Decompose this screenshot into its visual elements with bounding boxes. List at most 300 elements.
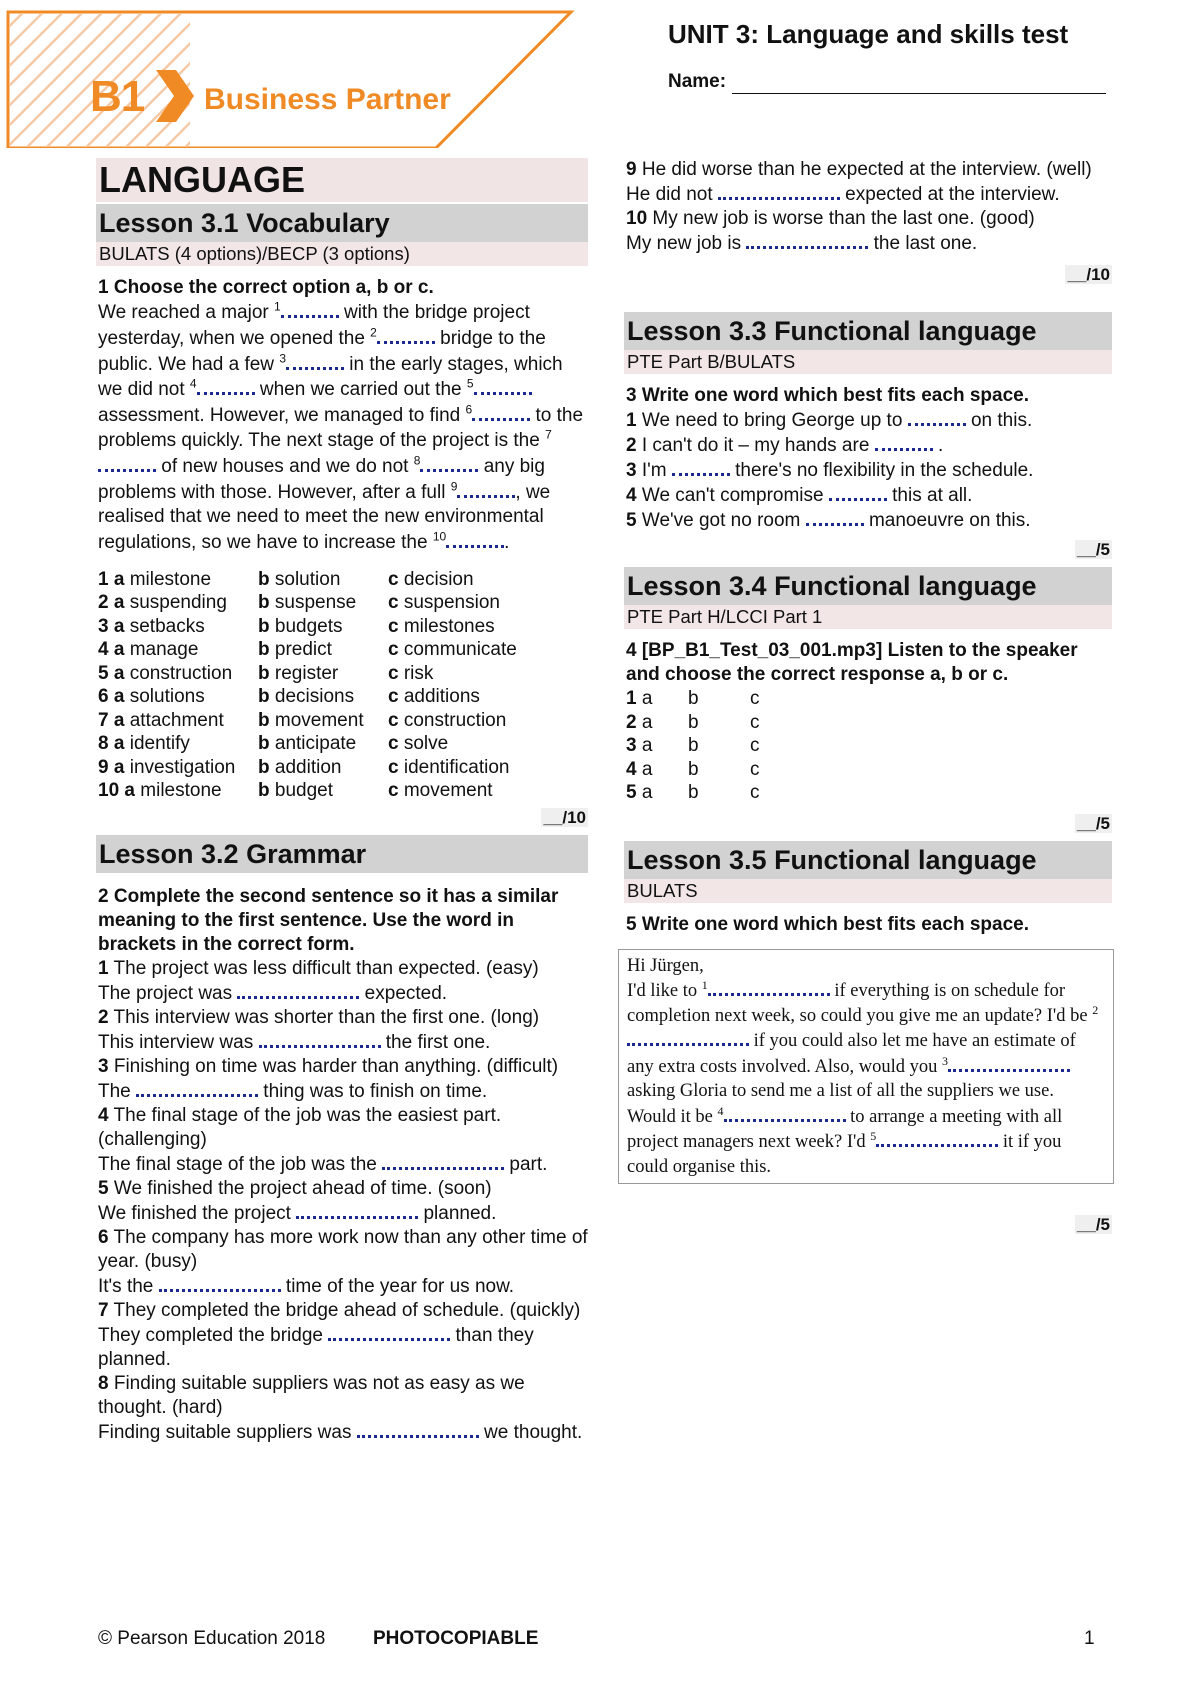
- email-greeting: Hi Jürgen,: [627, 955, 704, 976]
- item-number: 4: [626, 485, 637, 506]
- answer-row: [626, 687, 812, 711]
- answer-prefix: It's the: [98, 1275, 159, 1297]
- answer-suffix: expected at the interview.: [839, 184, 1060, 205]
- grammar-item: [98, 1299, 588, 1372]
- option-b[interactable]: [258, 568, 388, 592]
- option-letter: b: [258, 756, 270, 778]
- grammar-answer-line: [98, 1201, 588, 1226]
- fl-gap[interactable]: [829, 483, 887, 501]
- option-letter: b: [258, 686, 270, 708]
- item-number: 10: [626, 208, 648, 229]
- grammar-item: [626, 207, 1112, 256]
- fl-gap[interactable]: [672, 458, 730, 476]
- option-text: decisions: [274, 686, 355, 708]
- question-text: My new job is worse than the last one. (good): [652, 208, 1035, 229]
- grammar-item: [98, 1104, 588, 1177]
- grammar-gap[interactable]: [296, 1201, 418, 1219]
- lesson-3-4-instruction: 4 [BP_B1_Test_03_001.mp3] Listen to the speaker and choose the correct response a, b or c.: [626, 640, 1078, 685]
- item-number: 7: [98, 1299, 109, 1321]
- answer-suffix: planned.: [418, 1202, 497, 1224]
- gap-3-5-4[interactable]: [724, 1104, 846, 1122]
- option-letter: a: [124, 780, 135, 802]
- option-a[interactable]: [98, 662, 258, 686]
- lesson-3-3-instruction: 3 Write one word which best fits each space.: [626, 385, 1029, 406]
- lesson-3-3-title: Lesson 3.3 Functional language: [624, 312, 1112, 350]
- question-text: This interview was shorter than the first one. (long): [113, 1006, 540, 1028]
- option-text: setbacks: [129, 615, 205, 637]
- item-number: 2: [98, 1006, 109, 1028]
- option-text: anticipate: [274, 733, 357, 755]
- option-b[interactable]: [258, 638, 388, 662]
- item-number: 3: [626, 460, 637, 481]
- item-number: 9: [626, 159, 637, 180]
- answer-prefix: The project was: [98, 982, 238, 1004]
- option-letter: b: [258, 662, 270, 684]
- lesson-3-5-title: Lesson 3.5 Functional language: [624, 841, 1112, 879]
- answer-row: [626, 781, 812, 805]
- gap-3-5-2[interactable]: [627, 1028, 749, 1046]
- fl-gap[interactable]: [875, 433, 933, 451]
- score-3-4: __/5: [1076, 813, 1110, 833]
- option-text: additions: [403, 686, 480, 708]
- grammar-gap[interactable]: [718, 182, 840, 200]
- option-text: solve: [403, 733, 449, 755]
- answer-suffix: thing was to finish on time.: [258, 1080, 488, 1102]
- option-letter: b: [258, 780, 270, 802]
- lesson-3-3-subtitle: PTE Part B/BULATS: [624, 350, 1112, 374]
- grammar-items-right: [626, 158, 1112, 256]
- option-text: construction: [403, 709, 507, 731]
- answer-row: [626, 734, 812, 758]
- lesson-3-4-subtitle: PTE Part H/LCCI Part 1: [624, 605, 1112, 629]
- question-text: They completed the bridge ahead of schedule. (quickly): [113, 1299, 581, 1321]
- option-number: 10: [98, 780, 120, 802]
- option-row: [98, 591, 517, 615]
- option-text: communicate: [403, 639, 517, 661]
- answer-suffix: we thought.: [478, 1421, 583, 1443]
- answer-row: [626, 711, 812, 735]
- answer-c[interactable]: c: [750, 688, 760, 709]
- item-number: 1: [626, 410, 637, 431]
- grammar-item: [98, 1055, 588, 1104]
- option-text: attachment: [129, 709, 224, 731]
- item-number: 5: [98, 1177, 109, 1199]
- option-letter: c: [388, 756, 399, 778]
- grammar-question: [98, 1055, 588, 1079]
- option-text: solution: [274, 568, 341, 590]
- option-text: movement: [274, 709, 364, 731]
- answer-prefix: My new job is: [626, 233, 747, 254]
- option-text: milestone: [140, 780, 222, 802]
- grammar-items-left: [98, 957, 588, 1445]
- left-column: [98, 158, 588, 1445]
- option-number: 1: [98, 568, 109, 590]
- option-row: [98, 732, 517, 756]
- option-number: 8: [98, 733, 109, 755]
- gap-3-5-3[interactable]: [948, 1054, 1070, 1072]
- grammar-gap[interactable]: [746, 231, 868, 249]
- answer-suffix: the first one.: [380, 1031, 491, 1053]
- grammar-answer-line: [98, 1079, 588, 1104]
- item-number: 2: [626, 435, 637, 456]
- answer-b[interactable]: b: [688, 735, 699, 756]
- option-text: suspense: [274, 592, 357, 614]
- answer-a[interactable]: [626, 781, 688, 805]
- option-a[interactable]: [98, 568, 258, 592]
- score-3-5: __/5: [1076, 1215, 1110, 1234]
- option-row: [98, 779, 517, 803]
- option-letter: b: [258, 592, 270, 614]
- option-letter: a: [113, 709, 125, 731]
- lesson-3-1-instruction: 1 Choose the correct option a, b or c.: [98, 277, 434, 298]
- option-letter: c: [388, 733, 399, 755]
- answer-b[interactable]: b: [688, 758, 699, 780]
- option-letter: a: [113, 733, 125, 755]
- item-number: 8: [98, 1372, 109, 1394]
- option-text: identification: [403, 756, 510, 778]
- option-text: predict: [274, 639, 332, 661]
- logo: [6, 8, 576, 148]
- answer-c[interactable]: c: [750, 758, 760, 780]
- grammar-question: [98, 957, 588, 981]
- right-column: [626, 158, 1112, 1242]
- option-c[interactable]: [388, 591, 517, 615]
- choice-a: a: [641, 735, 653, 756]
- option-letter: c: [388, 709, 399, 731]
- grammar-item: [98, 1226, 588, 1299]
- option-letter: c: [388, 615, 399, 637]
- answer-prefix: We finished the project: [98, 1202, 297, 1224]
- option-letter: a: [113, 592, 125, 614]
- item-suffix: on this.: [965, 410, 1033, 431]
- option-row: [98, 685, 517, 709]
- option-number: 6: [98, 686, 109, 708]
- answer-a[interactable]: [626, 687, 688, 711]
- option-a[interactable]: [98, 638, 258, 662]
- option-b[interactable]: [258, 732, 388, 756]
- item-number: 5: [626, 510, 637, 531]
- item-number: 1: [626, 688, 637, 709]
- grammar-answer-line: [98, 981, 588, 1006]
- name-label: Name:: [668, 71, 727, 92]
- gap-3-1-9[interactable]: [457, 480, 515, 498]
- footer-copyright: © Pearson Education 2018: [98, 1628, 326, 1649]
- grammar-item: [98, 1006, 588, 1055]
- option-b[interactable]: [258, 756, 388, 780]
- grammar-question: [626, 207, 1112, 231]
- option-letter: a: [113, 639, 125, 661]
- option-c[interactable]: [388, 568, 517, 592]
- option-a[interactable]: [98, 779, 258, 803]
- item-number: 4: [98, 1104, 109, 1126]
- question-text: Finding suitable suppliers was not as easy as we thought. (hard): [98, 1372, 525, 1418]
- answer-b[interactable]: b: [688, 711, 699, 733]
- item-number: 3: [98, 1055, 109, 1077]
- grammar-gap[interactable]: [136, 1079, 258, 1097]
- item-number: 2: [626, 711, 637, 733]
- option-c[interactable]: [388, 709, 517, 733]
- option-a[interactable]: [98, 756, 258, 780]
- option-c[interactable]: [388, 779, 517, 803]
- option-row: [98, 756, 517, 780]
- answer-prefix: The: [98, 1080, 137, 1102]
- option-text: budget: [274, 780, 334, 802]
- option-b[interactable]: [258, 615, 388, 639]
- grammar-question: [98, 1372, 588, 1420]
- option-number: 3: [98, 615, 109, 637]
- option-text: budgets: [274, 615, 343, 637]
- grammar-gap[interactable]: [159, 1274, 281, 1292]
- option-text: addition: [274, 756, 342, 778]
- answer-b[interactable]: b: [688, 688, 699, 709]
- option-number: 7: [98, 709, 109, 731]
- option-row: [98, 709, 517, 733]
- option-a[interactable]: [98, 615, 258, 639]
- option-b[interactable]: [258, 685, 388, 709]
- option-letter: a: [113, 662, 125, 684]
- item-prefix: I can't do it – my hands are: [641, 435, 875, 456]
- score-3-3: __/5: [1076, 540, 1110, 559]
- gap-3-1-4[interactable]: [197, 377, 255, 395]
- logo-name: Business Partner: [204, 83, 451, 116]
- grammar-question: [98, 1104, 588, 1152]
- answer-prefix: He did not: [626, 184, 718, 205]
- option-letter: b: [258, 733, 270, 755]
- grammar-answer-line: [98, 1274, 588, 1299]
- grammar-answer-line: [98, 1030, 588, 1055]
- grammar-question: [98, 1177, 588, 1201]
- fl-item: [626, 408, 1112, 433]
- option-text: construction: [129, 662, 233, 684]
- answer-prefix: The final stage of the job was the: [98, 1153, 383, 1175]
- option-a[interactable]: [98, 732, 258, 756]
- option-b[interactable]: [258, 662, 388, 686]
- grammar-answer-line: [98, 1420, 588, 1445]
- gap-3-1-5[interactable]: [474, 377, 532, 395]
- option-letter: a: [113, 756, 125, 778]
- fl-item: [626, 458, 1112, 483]
- item-prefix: We've got no room: [641, 510, 806, 531]
- option-row: [98, 568, 517, 592]
- option-text: decision: [403, 568, 474, 590]
- question-text: The project was less difficult than expected. (easy): [113, 957, 539, 979]
- item-suffix: this at all.: [886, 485, 973, 506]
- email-box: [618, 949, 1114, 1185]
- logo-level: B1: [90, 72, 145, 121]
- item-number: 6: [98, 1226, 109, 1248]
- option-c[interactable]: [388, 615, 517, 639]
- item-prefix: I'm: [641, 460, 672, 481]
- option-b[interactable]: [258, 709, 388, 733]
- question-text: Finishing on time was harder than anything. (difficult): [113, 1055, 559, 1077]
- unit-title: UNIT 3: Language and skills test: [668, 19, 1069, 49]
- answer-c[interactable]: c: [750, 711, 760, 733]
- option-a[interactable]: [98, 591, 258, 615]
- grammar-question: [98, 1226, 588, 1274]
- option-text: suspension: [403, 592, 500, 614]
- option-letter: c: [388, 662, 399, 684]
- option-c[interactable]: [388, 685, 517, 709]
- lesson-3-1-subtitle: BULATS (4 options)/BECP (3 options): [96, 242, 588, 266]
- item-number: 3: [626, 735, 637, 756]
- option-letter: c: [388, 780, 399, 802]
- answer-a[interactable]: [626, 734, 688, 758]
- email-body: I'd like to $^1$ if everything is on schedule for completion next week, so could you give me an update? I'd be $^2$ if you could also let me have an estimate of any extra costs involved. Also, would you $^3$ asking Gloria to send me a list of all the suppliers we use. Would it be $^4$ to arrange a meeting with all project managers next week? I'd $^5$ it if you could organise this.: [627, 977, 1099, 1177]
- option-number: 5: [98, 662, 109, 684]
- answer-suffix: than they planned.: [98, 1324, 534, 1370]
- answer-c[interactable]: c: [750, 735, 760, 756]
- grammar-gap[interactable]: [382, 1152, 504, 1170]
- option-c[interactable]: [388, 756, 517, 780]
- answer-prefix: This interview was: [98, 1031, 259, 1053]
- grammar-gap[interactable]: [237, 981, 359, 999]
- answer-b[interactable]: b: [688, 782, 699, 803]
- grammar-item: [626, 158, 1112, 207]
- option-letter: b: [258, 709, 270, 731]
- answer-suffix: part.: [504, 1153, 548, 1175]
- gap-3-1-10[interactable]: [446, 530, 504, 548]
- option-letter: a: [113, 568, 125, 590]
- option-row: [98, 615, 517, 639]
- answer-suffix: time of the year for us now.: [280, 1275, 515, 1297]
- item-prefix: We can't compromise: [641, 485, 829, 506]
- grammar-gap[interactable]: [328, 1323, 450, 1341]
- gap-3-1-7[interactable]: [98, 454, 156, 472]
- option-letter: b: [258, 568, 270, 590]
- option-number: 9: [98, 756, 109, 778]
- answer-a[interactable]: [626, 758, 688, 782]
- grammar-item: [98, 1372, 588, 1445]
- options-table: [98, 568, 517, 803]
- grammar-answer-line: [626, 231, 1112, 256]
- option-text: manage: [129, 639, 199, 661]
- grammar-answer-line: [626, 182, 1112, 207]
- option-letter: b: [258, 639, 270, 661]
- choice-a: a: [641, 688, 653, 709]
- footer-photocopiable: PHOTOCOPIABLE: [373, 1628, 539, 1649]
- gap-3-1-6[interactable]: [472, 403, 530, 421]
- grammar-item: [98, 1177, 588, 1226]
- option-text: register: [274, 662, 339, 684]
- option-b[interactable]: [258, 591, 388, 615]
- option-row: [98, 662, 517, 686]
- answer-suffix: the last one.: [868, 233, 978, 254]
- gap-3-1-8[interactable]: [420, 454, 478, 472]
- grammar-question: [626, 158, 1112, 182]
- option-number: 4: [98, 639, 109, 661]
- option-c[interactable]: [388, 732, 517, 756]
- score-3-1: __/10: [543, 807, 586, 827]
- option-letter: c: [388, 686, 399, 708]
- name-row: [668, 70, 1106, 94]
- item-suffix: .: [932, 435, 944, 456]
- option-text: milestones: [403, 615, 495, 637]
- grammar-question: [98, 1006, 588, 1030]
- grammar-question: [98, 1299, 588, 1323]
- option-c[interactable]: [388, 662, 517, 686]
- option-text: risk: [403, 662, 434, 684]
- grammar-gap[interactable]: [259, 1030, 381, 1048]
- section-title: LANGUAGE: [96, 158, 588, 202]
- choice-a: a: [641, 711, 653, 733]
- lesson-3-3-items: [626, 408, 1112, 533]
- option-a[interactable]: [98, 709, 258, 733]
- score-3-2: __/10: [1067, 265, 1110, 284]
- answer-c[interactable]: c: [750, 782, 760, 803]
- gap-3-5-1[interactable]: [708, 978, 830, 996]
- option-text: identify: [129, 733, 190, 755]
- lesson-3-4-title: Lesson 3.4 Functional language: [624, 567, 1112, 605]
- answer-a[interactable]: [626, 711, 688, 735]
- lesson-3-2-title: Lesson 3.2 Grammar: [96, 835, 588, 873]
- option-c[interactable]: [388, 638, 517, 662]
- item-number: 1: [98, 957, 109, 979]
- choice-a: a: [641, 782, 653, 803]
- item-suffix: there's no flexibility in the schedule.: [729, 460, 1034, 481]
- option-letter: a: [113, 615, 125, 637]
- option-letter: c: [388, 639, 399, 661]
- option-letter: c: [388, 568, 399, 590]
- question-text: The company has more work now than any other time of year. (busy): [98, 1226, 588, 1272]
- option-b[interactable]: [258, 779, 388, 803]
- fl-item: [626, 483, 1112, 508]
- lesson-3-5-instruction: 5 Write one word which best fits each space.: [626, 913, 1029, 935]
- gap-3-5-5[interactable]: [876, 1129, 998, 1147]
- item-suffix: manoeuvre on this.: [863, 510, 1031, 531]
- option-number: 2: [98, 592, 109, 614]
- answer-prefix: Finding suitable suppliers was: [98, 1421, 357, 1443]
- option-text: investigation: [129, 756, 236, 778]
- option-row: [98, 638, 517, 662]
- answer-row: [626, 758, 812, 782]
- question-text: He did worse than he expected at the interview. (well): [641, 159, 1092, 180]
- choice-a: a: [641, 758, 653, 780]
- fl-item: [626, 433, 1112, 458]
- fl-item: [626, 508, 1112, 533]
- lesson-3-2-instruction: 2 Complete the second sentence so it has a similar meaning to the first sentence. Use the word in brackets in the correct form.: [98, 885, 559, 955]
- gap-3-1-3[interactable]: [286, 352, 344, 370]
- grammar-item: [98, 957, 588, 1006]
- name-field[interactable]: [732, 74, 1106, 94]
- option-letter: a: [113, 686, 125, 708]
- grammar-answer-line: [98, 1323, 588, 1372]
- option-letter: c: [388, 592, 399, 614]
- option-text: solutions: [129, 686, 205, 708]
- option-text: milestone: [129, 568, 212, 590]
- answer-suffix: expected.: [359, 982, 448, 1004]
- item-number: 5: [626, 782, 637, 803]
- fl-gap[interactable]: [908, 408, 966, 426]
- lesson-3-1-title: Lesson 3.1 Vocabulary: [96, 204, 588, 242]
- answer-prefix: They completed the bridge: [98, 1324, 329, 1346]
- lesson-3-1-text: We reached a major $^1$ with the bridge project yesterday, when we opened the $^2$ bridge to the public. We had a few $^3$ in the early stages, which we did not $^4$ when we carried out the $^5$ assessment. However, we managed to find $^6$ to the problems quickly. The next stage of the project is the $^7$ of new houses and we do not $^8$ any big problems with those. However, after a full $^9$ , we realised that we need to meet the new environmental regulations, so we have to increase the $^{10}$ .: [98, 299, 584, 554]
- page-number: 1: [1084, 1628, 1095, 1649]
- question-text: The final stage of the job was the easiest part. (challenging): [98, 1104, 502, 1150]
- option-text: suspending: [129, 592, 227, 614]
- fl-gap[interactable]: [806, 508, 864, 526]
- option-a[interactable]: [98, 685, 258, 709]
- lesson-3-5-subtitle: BULATS: [624, 879, 1112, 903]
- gap-3-1-1[interactable]: [281, 300, 339, 318]
- grammar-gap[interactable]: [357, 1420, 479, 1438]
- listening-answer-table: [626, 687, 812, 805]
- question-text: We finished the project ahead of time. (soon): [113, 1177, 492, 1199]
- grammar-answer-line: [98, 1152, 588, 1177]
- option-text: movement: [403, 780, 493, 802]
- item-number: 4: [626, 758, 637, 780]
- item-prefix: We need to bring George up to: [641, 410, 908, 431]
- gap-3-1-2[interactable]: [377, 326, 435, 344]
